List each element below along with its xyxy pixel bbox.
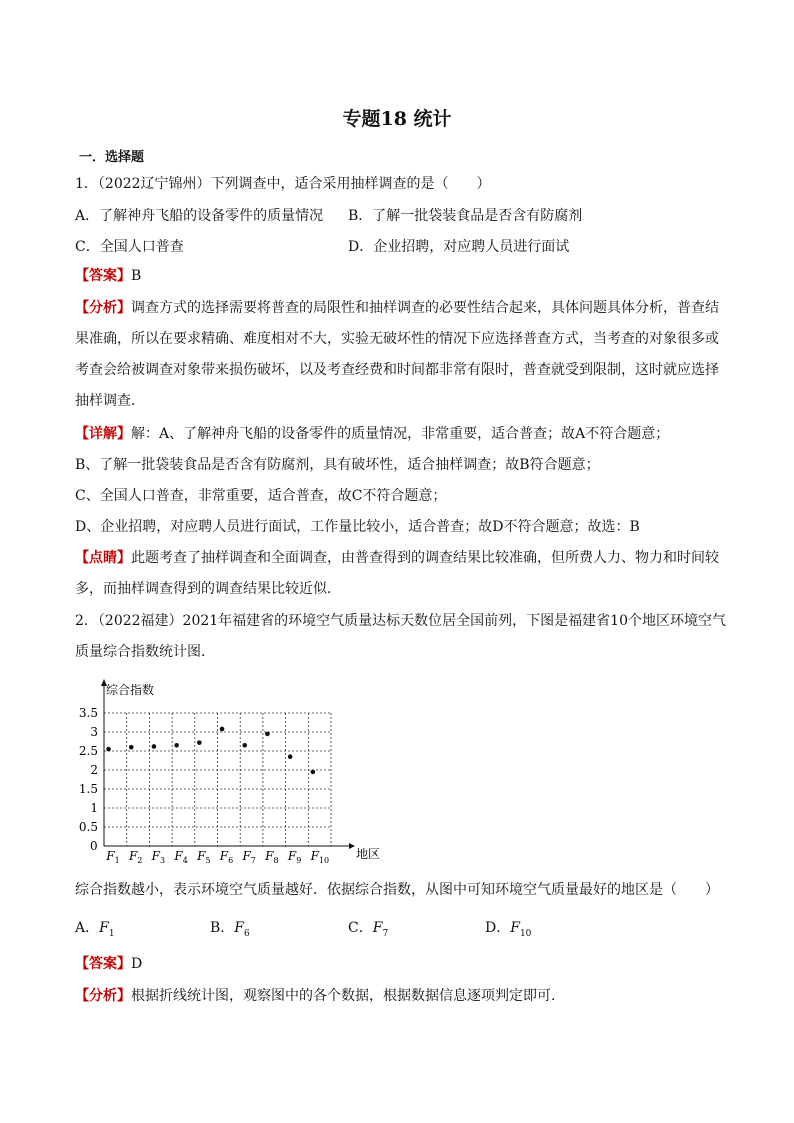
- q1-detail-line-1: [75, 424, 669, 444]
- option-prefix: B．: [210, 920, 235, 936]
- q2-option-b: [210, 917, 250, 939]
- answer-value: D: [131, 956, 143, 972]
- y-tick-label: 1: [90, 801, 98, 815]
- y-tick-label: 2: [90, 763, 98, 777]
- comment-tag: 【点睛】: [75, 550, 131, 566]
- analysis-tag: 【分析】: [75, 988, 131, 1004]
- index-chart: [70, 676, 410, 868]
- q1-comment-line-2: 多，而抽样调查得到的调查结果比较近似．: [75, 581, 341, 597]
- q1-detail-line-3: C、全国人口普查，非常重要，适合普查，故C不符合题意；: [75, 488, 447, 504]
- q2-answer: [75, 954, 142, 974]
- data-point: [106, 747, 111, 752]
- x-tick-label: $F_7$: [242, 849, 256, 865]
- option-var: F: [372, 920, 383, 936]
- x-axis-label: 地区: [356, 847, 381, 861]
- y-tick-label: 1.5: [78, 782, 98, 796]
- q1-option-b: B．了解一批袋装食品是否含有防腐剂: [348, 208, 583, 224]
- q2-stem-line-1: 2．（2022福建）2021年福建省的环境空气质量达标天数位居全国前列，下图是福建省10个地区环境空气: [75, 613, 726, 629]
- data-point: [242, 743, 247, 748]
- chart-grid: [104, 713, 331, 846]
- chart-axes: [101, 679, 355, 849]
- x-tick-label: $F_1$: [106, 849, 120, 865]
- data-points: [106, 727, 315, 775]
- data-point: [265, 732, 270, 737]
- q1-analysis-line-2: 果准确，所以在要求精确、难度相对不大，实验无破坏性的情况下应选择普查方式，当考查的对象很多或: [75, 331, 719, 347]
- option-var: F: [99, 920, 109, 936]
- option-sub: 6: [244, 928, 250, 939]
- analysis-text: 调查方式的选择需要将普查的局限性和抽样调查的必要性结合起来，具体问题具体分析，普查结: [131, 300, 719, 316]
- option-sub: 1: [108, 928, 115, 939]
- data-point: [152, 744, 157, 749]
- q1-comment-line-1: [75, 548, 719, 568]
- answer-value: B: [131, 268, 142, 284]
- y-tick-label: 0.5: [78, 820, 98, 834]
- comment-text: 此题考查了抽样调查和全面调查，由普查得到的调查结果比较准确，但所费人力、物力和时间较: [131, 550, 719, 566]
- x-tick-labels: [105, 849, 329, 865]
- origin-label: 0: [90, 839, 98, 853]
- detail-tag: 【详解】: [75, 426, 131, 442]
- q1-answer: [75, 266, 141, 286]
- q1-analysis-line-4: 抽样调查．: [75, 393, 145, 409]
- q1-analysis-line-1: [75, 298, 719, 318]
- q1-option-c: C．全国人口普查: [75, 239, 184, 255]
- q1-option-d: D．企业招聘，对应聘人员进行面试: [348, 239, 570, 255]
- analysis-text: 根据折线统计图，观察图中的各个数据，根据数据信息逐项判定即可．: [131, 988, 565, 1004]
- data-point: [311, 770, 316, 775]
- q1-analysis-line-3: 考查会给被调查对象带来损伤破坏，以及考查经费和时间都非常有限时，普查就受到限制，这时就应选择: [75, 362, 719, 378]
- q1-option-a: A．了解神舟飞船的设备零件的质量情况: [75, 208, 324, 224]
- x-tick-label: $F_6$: [219, 849, 234, 865]
- y-tick-labels: [79, 706, 98, 834]
- page-title: 专题18 统计: [342, 108, 452, 130]
- option-sub: 7: [382, 928, 389, 939]
- option-prefix: C．: [348, 920, 373, 936]
- q2-option-d: [485, 917, 531, 939]
- data-point: [288, 754, 293, 759]
- section-heading: 一．选择题: [79, 150, 145, 165]
- data-point: [174, 743, 179, 748]
- option-prefix: A．: [75, 920, 100, 936]
- data-point: [220, 727, 225, 732]
- x-tick-label: $F_3$: [151, 849, 166, 865]
- x-axis-arrow: [349, 843, 355, 849]
- x-tick-label: $F_8$: [265, 849, 279, 865]
- q2-stem-line-2: 质量综合指数统计图．: [75, 644, 215, 660]
- answer-tag: 【答案】: [75, 268, 131, 284]
- q1-detail-line-2: B、了解一批袋装食品是否含有防腐剂，具有破坏性，适合抽样调查；故B符合题意；: [75, 457, 600, 473]
- x-tick-label: $F_2$: [128, 849, 143, 865]
- data-point: [129, 745, 134, 750]
- x-tick-label: $F_5$: [197, 849, 211, 865]
- x-tick-label: $F_9$: [287, 849, 302, 865]
- q2-question: 综合指数越小，表示环境空气质量越好．依据综合指数，从图中可知环境空气质量最好的地区是（ ）: [75, 882, 719, 898]
- q1-detail-line-4: D、企业招聘，对应聘人员进行面试，工作量比较小，适合普查；故D不符合题意；故选：B: [75, 519, 640, 535]
- option-var: F: [234, 920, 245, 936]
- y-tick-label: 3: [90, 725, 98, 739]
- option-prefix: D．: [485, 920, 511, 936]
- q2-analysis: [75, 986, 565, 1006]
- option-sub: 10: [519, 928, 532, 939]
- answer-tag: 【答案】: [75, 956, 131, 972]
- option-var: F: [510, 920, 520, 936]
- x-tick-label: $F_{10}$: [310, 849, 330, 865]
- q1-stem: 1．（2022辽宁锦州）下列调查中，适合采用抽样调查的是（ ）: [75, 176, 491, 192]
- y-axis-label: 综合指数: [106, 683, 155, 697]
- detail-text: 解：A、了解神舟飞船的设备零件的质量情况，非常重要，适合普查；故A不符合题意；: [131, 426, 670, 442]
- x-tick-label: $F_4$: [174, 849, 188, 865]
- y-tick-label: 2.5: [78, 744, 98, 758]
- q2-option-c: [348, 917, 388, 939]
- y-tick-label: 3.5: [78, 706, 98, 720]
- data-point: [197, 740, 202, 745]
- q2-option-a: [75, 917, 115, 939]
- analysis-tag: 【分析】: [75, 300, 131, 316]
